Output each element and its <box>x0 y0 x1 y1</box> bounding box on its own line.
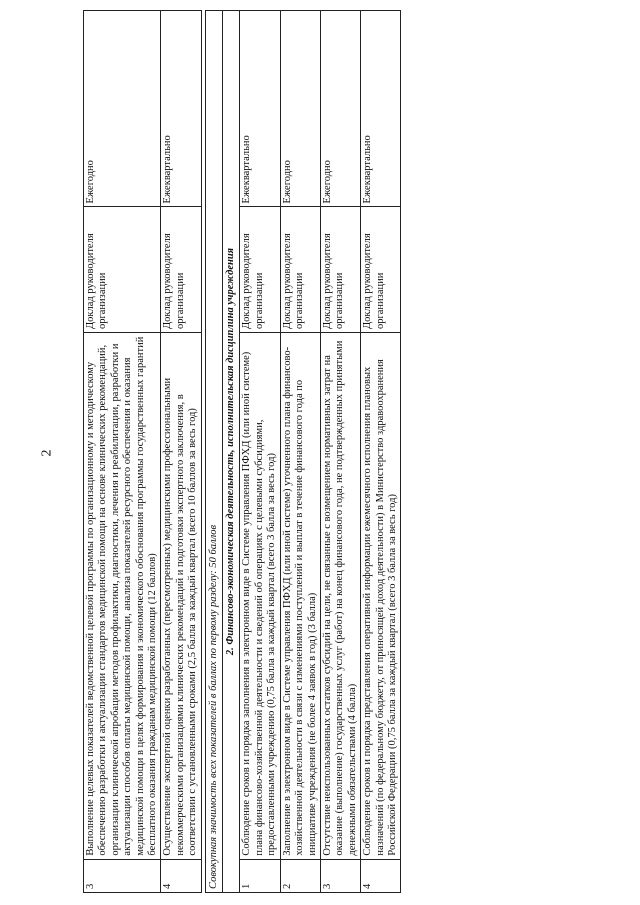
indicator-description: Соблюдение сроков и порядка заполнения в электронном виде в Системе управления ПФХД (или иной системе) плана финансово-хозяйственной деятельности и сведений об операциях с целевыми субсидиями, предоставленными учреждению (0,75 балла за каждый квартал (всего 3 балла за весь год) <box>240 333 280 860</box>
indicator-description: Осуществление экспертной оценки разработанных (пересмотренных) медицинскими профессиональными некоммерческими организациями клинических рекомендаций и подготовки экспертного заключения, в соответствии с установленными сроками (2,5 балла за каждый квартал (всего 10 баллов за весь год) <box>161 333 201 860</box>
page-number: 2 <box>39 449 55 457</box>
indicator-description: Отсутствие неиспользованных остатков субсидий на цели, не связанные с возмещением нормативных затрат на оказание (выполнение) государственных услуг (работ) на конец финансового года, не подтвержденных принятыми денежными обязательствами (4 балла) <box>320 333 360 860</box>
table-row <box>84 11 161 893</box>
indicator-period: Ежегодно <box>320 11 360 207</box>
indicator-source: Доклад руководителя организации <box>240 207 280 333</box>
section-summary: Совокупная значимость всех показателей в баллах по первому разделу: 50 баллов <box>205 11 222 893</box>
indicator-description: Выполнение целевых показателей ведомственной целевой программы по организационному и методическому обеспечению разработки и актуализации стандартов медицинской помощи на основе клинических рекомендаций, организации клинической апробации методов профилактики, диагностики, лечения и реабилитации, разработки и актуализации способов оплаты медицинской помощи, анализа показателей ресурсного обеспечения и оказания медицинской помощи в целях формирования и экономического обоснования программы государственных гарантий бесплатного оказания гражданам медицинской помощи (12 баллов) <box>84 333 161 860</box>
indicator-source: Доклад руководителя организации <box>280 207 320 333</box>
indicator-source: Доклад руководителя организации <box>161 207 201 333</box>
indicator-period: Ежеквартально <box>161 11 201 207</box>
indicator-description: Соблюдение сроков и порядка представления оперативной информации ежемесячного исполнения плановых назначений (по федеральному бюджету, от приносящей доход деятельности) в Министерство здравоохранения Российской Федерации (0,75 балла за каждый квартал (всего 3 балла за весь год) <box>361 333 401 860</box>
indicator-source: Доклад руководителя организации <box>320 207 360 333</box>
indicators-table-container <box>83 10 623 893</box>
row-number: 1 <box>240 859 280 892</box>
table-row <box>161 11 201 893</box>
section-header-row <box>223 11 240 893</box>
row-number: 2 <box>280 859 320 892</box>
row-number: 3 <box>320 859 360 892</box>
table-row <box>280 11 320 893</box>
row-number: 4 <box>361 859 401 892</box>
section-title: 2. Финансово-экономическая деятельность, исполнительская дисциплина учреждения <box>223 11 240 893</box>
table-row <box>240 11 280 893</box>
indicator-period: Ежегодно <box>84 11 161 207</box>
table-row <box>320 11 360 893</box>
indicator-period: Ежеквартально <box>361 11 401 207</box>
indicator-description: Заполнение в электронном виде в Системе управления ПФХД (или иной системе) уточненного плана финансово-хозяйственной деятельности в связи с изменениями поступлений и выплат в течение финансового года по инициативе учреждения (не более 4 заявок в год) (3 балла) <box>280 333 320 860</box>
indicator-source: Доклад руководителя организации <box>361 207 401 333</box>
indicator-period: Ежеквартально <box>240 11 280 207</box>
section-summary-row <box>205 11 222 893</box>
indicator-period: Ежегодно <box>280 11 320 207</box>
row-number: 4 <box>161 859 201 892</box>
document-page <box>83 10 623 893</box>
indicators-table <box>83 10 401 893</box>
row-number: 3 <box>84 859 161 892</box>
indicator-source: Доклад руководителя организации <box>84 207 161 333</box>
table-row <box>361 11 401 893</box>
